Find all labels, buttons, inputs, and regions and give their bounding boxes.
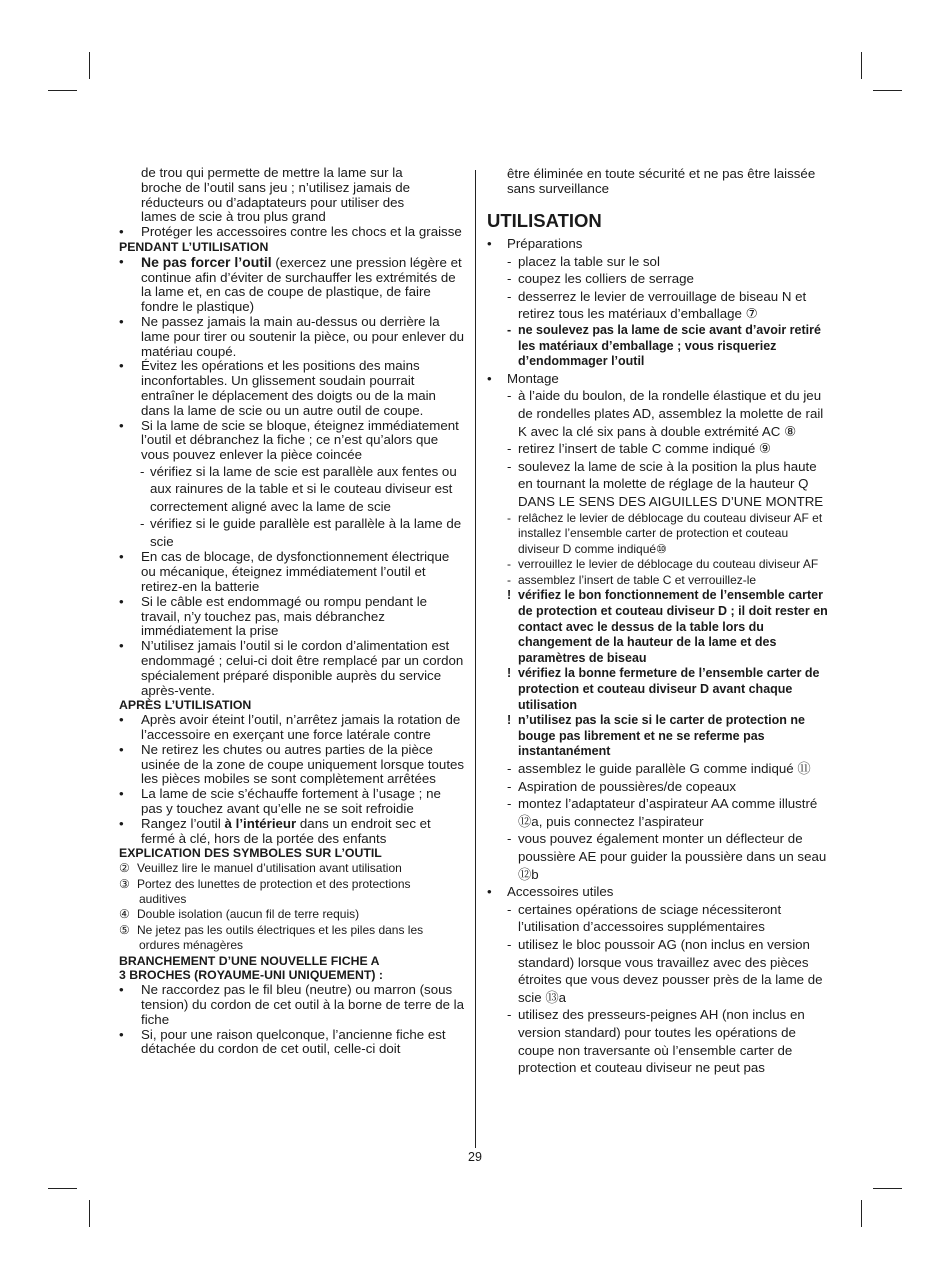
pendant-dash-item: - vérifiez si la lame de scie est parallèle aux fentes ou aux rainures de la table et si le couteau diviseur est correctement aligné avec la lame de scie (119, 463, 465, 516)
montage-label: • Montage (487, 370, 832, 388)
montage-item-small: - verrouillez le levier de déblocage du couteau diviseur AF (487, 557, 832, 573)
crop-mark-bottom-left-v (89, 1200, 90, 1227)
symbol-item (119, 877, 465, 908)
montage-item: - assemblez le guide parallèle G comme indiqué ⑪ (487, 760, 832, 778)
bold-phrase: Ne pas forcer l’outil (141, 253, 272, 270)
pendant-bullet: • Si le câble est endommagé ou rompu pendant le travail, n’y touchez pas, mais débranchez immédiatement la prise (119, 595, 465, 639)
montage-item: - soulevez la lame de scie à la position la plus haute en tournant la molette de réglage de la hauteur Q DANS LE SENS DES AIGUILLES D’UNE MONTRE (487, 458, 832, 511)
symbols-heading: EXPLICATION DES SYMBOLES SUR L’OUTIL (119, 846, 382, 861)
apres-bullet (119, 817, 465, 847)
safety-warning: ! vérifiez la bonne fermeture de l’ensemble carter de protection et couteau diviseur D avant chaque utilisation (487, 666, 832, 713)
protect-bullet: • Protéger les accessoires contre les chocs et la graisse (119, 225, 465, 240)
pendant-dash-item: - vérifiez si le guide parallèle est parallèle à la lame de scie (119, 515, 465, 550)
symbol-text: Portez des lunettes de protection et des protections (137, 876, 411, 891)
bold-phrase: à l’intérieur (224, 815, 297, 831)
pendant-bullet (119, 255, 465, 315)
pendant-bullet: • Ne passez jamais la main au-dessus ou derrière la lame pour tirer ou soutenir la pièce, ou pour enlever du matériau coupé. (119, 315, 465, 359)
montage-item: - montez l’adaptateur d’aspirateur AA comme illustré ⑫a, puis connectez l’aspirateur (487, 795, 832, 830)
plug-heading: 3 BROCHES (ROYAUME-UNI UNIQUEMENT) : (119, 968, 383, 983)
symbol-item (119, 861, 465, 876)
plug-bullet: • Si, pour une raison quelconque, l’ancienne fiche est détachée du cordon de cet outil, celle-ci doit (119, 1028, 465, 1058)
symbol-number: ④ (119, 907, 130, 922)
montage-item-small: - assemblez l’insert de table C et verrouillez-le (487, 573, 832, 589)
intro-line: de trou qui permette de mettre la lame sur la (141, 165, 403, 180)
montage-item: - vous pouvez également monter un déflecteur de poussière AE pour guider la poussière dans un seau ⑫b (487, 830, 832, 883)
symbol-number: ⑤ (119, 922, 130, 937)
bullet-text: Rangez l’outil (141, 815, 225, 831)
symbol-text: Veuillez lire le manuel d’utilisation avant utilisation (137, 861, 402, 876)
pendant-bullet: • En cas de blocage, de dysfonctionnement électrique ou mécanique, éteignez immédiatement l’outil et retirez-en la batterie (119, 550, 465, 594)
pendant-bullet: • N’utilisez jamais l’outil si le cordon d’alimentation est endommagé ; celui-ci doit être remplacé par un cordon spécialement préparé disponible auprès du service après-vente. (119, 639, 465, 698)
section-title: UTILISATION (487, 210, 602, 231)
apres-bullet: • Ne retirez les chutes ou autres parties de la pièce usinée de la zone de coupe uniquement lorsque toutes les pièces mobiles se sont complètement arrêtées (119, 743, 465, 787)
symbol-text: Ne jetez pas les outils électriques et les piles dans les (137, 922, 424, 937)
apres-bullet: • La lame de scie s’échauffe fortement à l’usage ; ne pas y touchez avant qu’elle ne se soit refroidie (119, 787, 465, 817)
safety-warning: ! vérifiez le bon fonctionnement de l’ensemble carter de protection et couteau diviseur D ; il doit rester en contact avec le dessus de la table lors du changement de la hauteur de la lame et des paramètres de biseau (487, 588, 832, 666)
accessory-item: - utilisez des presseurs-peignes AH (non inclus en version standard) pour toutes les opérations de coupe non traversante où l’ensemble carter de protection et couteau diviseur ne peut pas (487, 1006, 832, 1076)
crop-mark-top-right-h (873, 90, 902, 91)
prep-item: - coupez les colliers de serrage (487, 270, 832, 288)
right-intro: être éliminée en toute sécurité et ne pas être laissée sans surveillance (507, 166, 816, 196)
page-number: 29 (468, 1150, 482, 1164)
bullet-text: dans un endroit sec et fermé à clé, hors de la portée des enfants (141, 815, 431, 846)
montage-item-small: - relâchez le levier de déblocage du couteau diviseur AF et installez l’ensemble carter de protection et couteau diviseur D comme indiqué⑩ (487, 511, 832, 558)
montage-item: - Aspiration de poussières/de copeaux (487, 778, 832, 796)
crop-mark-bottom-right-v (861, 1200, 862, 1227)
safety-warning: ! n’utilisez pas la scie si le carter de protection ne bouge pas librement et ne se referme pas instantanément (487, 713, 832, 760)
crop-mark-bottom-left-h (48, 1188, 77, 1189)
accessory-item: - utilisez le bloc poussoir AG (non inclus en version standard) lorsque vous travaillez avec des pièces étroites que vous devez pousser près de la lame de scie ⑬a (487, 936, 832, 1006)
apres-heading: APRÈS L’UTILISATION (119, 698, 252, 713)
crop-mark-top-left-v (89, 52, 90, 79)
intro-line: broche de l’outil sans jeu ; n’utilisez jamais de (141, 179, 411, 195)
montage-item: - retirez l’insert de table C comme indiqué ⑨ (487, 440, 832, 458)
pendant-bullet: • Si la lame de scie se bloque, éteignez immédiatement l’outil et débranchez la fiche ; ce n’est qu’alors que vous pouvez enlever la pièce coincée (119, 419, 465, 463)
prep-item: - desserrez le levier de verrouillage de biseau N et retirez tous les matériaux d’emballage ⑦ (487, 288, 832, 323)
crop-mark-top-left-h (48, 90, 77, 91)
intro-line: réducteurs ou d’adaptateurs pour utiliser des (141, 194, 405, 210)
symbol-number: ② (119, 861, 130, 876)
intro-line: lames de scie à trou plus grand (141, 209, 326, 225)
apres-bullet: • Après avoir éteint l’outil, n’arrêtez jamais la rotation de l’accessoire en exerçant une force latérale contre (119, 713, 465, 743)
symbol-item (119, 907, 465, 922)
symbol-number: ③ (119, 876, 130, 891)
prep-warning: - ne soulevez pas la lame de scie avant d’avoir retiré les matériaux d’emballage ; vous risqueriez d’endommager l’outil (487, 323, 832, 370)
symbol-text-cont: auditives (139, 891, 187, 906)
crop-mark-bottom-right-h (873, 1188, 902, 1189)
accessories-label: • Accessoires utiles (487, 883, 832, 901)
pendant-heading: PENDANT L’UTILISATION (119, 239, 269, 254)
column-divider (475, 170, 476, 1148)
left-column (119, 166, 465, 1057)
bullet-text: (exercez une pression légère et continue afin d’éviter de surchauffer les extrémités de la lame et, en cas de coupe de plastique, de faire fondre le plastique) (141, 254, 462, 315)
symbol-text: Double isolation (aucun fil de terre requis) (137, 907, 360, 922)
pendant-bullet: • Évitez les opérations et les positions des mains inconfortables. Un glissement soudain pourrait entraîner le déplacement des doigts ou de la main dans la lame de scie ou un autre outil de coupe. (119, 359, 465, 418)
montage-item: - à l’aide du boulon, de la rondelle élastique et du jeu de rondelles plates AD, assemblez la molette de rail K avec la clé six pans à double extrémité AC ⑧ (487, 387, 832, 440)
right-column (487, 166, 832, 1077)
crop-mark-top-right-v (861, 52, 862, 79)
prep-label: • Préparations (487, 235, 832, 253)
prep-item: - placez la table sur le sol (487, 253, 832, 271)
plug-bullet: • Ne raccordez pas le fil bleu (neutre) ou marron (sous tension) du cordon de cet outil à la borne de terre de la fiche (119, 983, 465, 1027)
symbol-item (119, 923, 465, 954)
plug-heading: BRANCHEMENT D’UNE NOUVELLE FICHE A (119, 953, 380, 968)
accessory-item: - certaines opérations de sciage nécessiteront l’utilisation d’accessoires supplémentaires (487, 901, 832, 936)
symbol-text-cont: ordures ménagères (139, 938, 244, 953)
